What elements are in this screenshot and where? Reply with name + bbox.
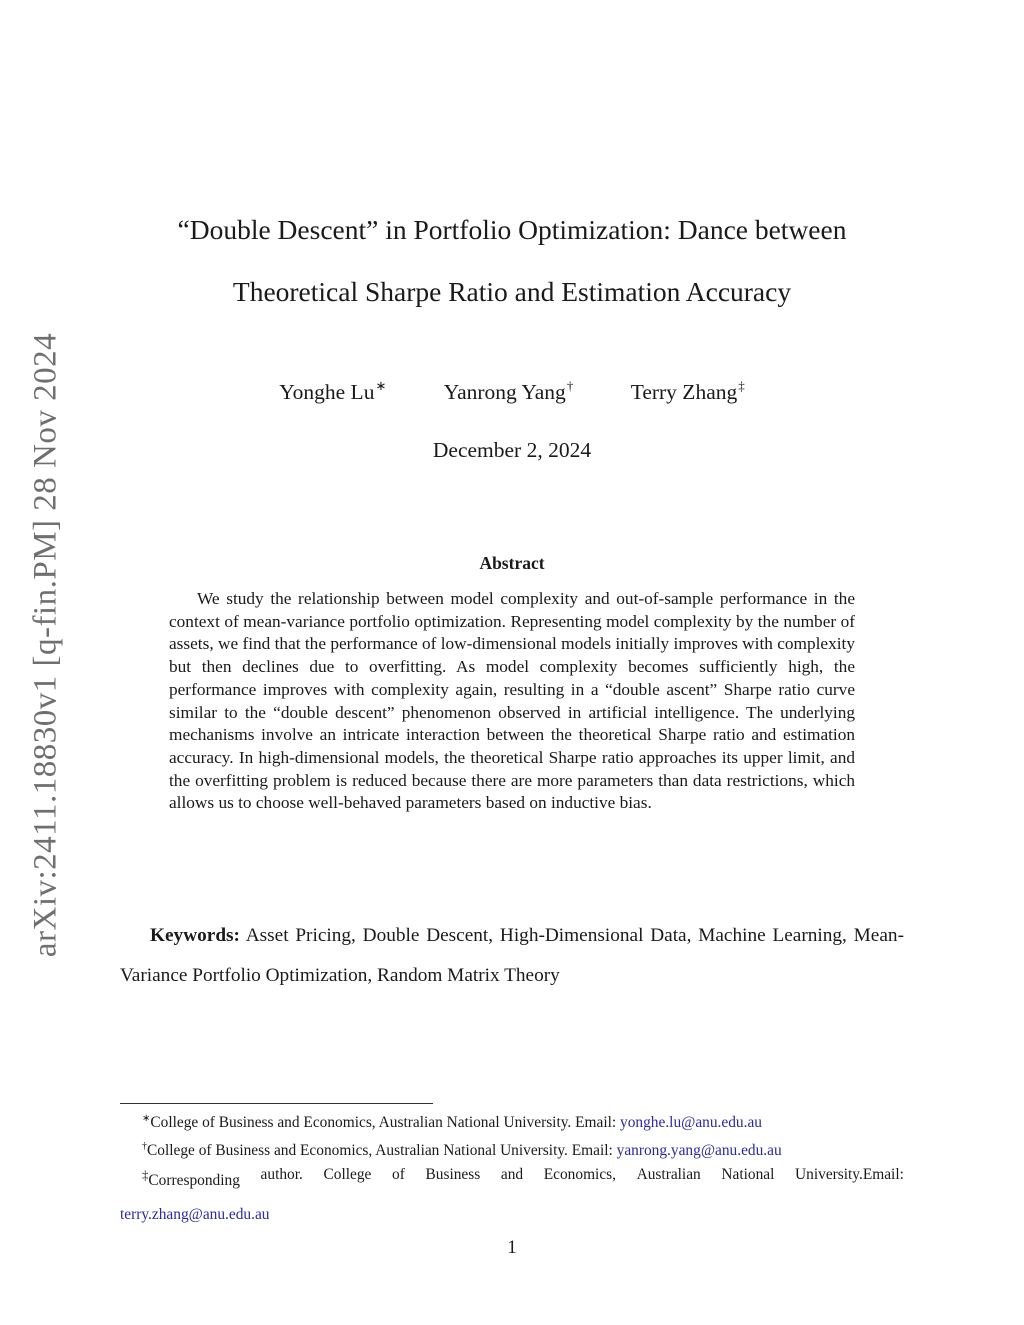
author-3-mark: ‡ <box>738 378 745 393</box>
author-2-name: Yanrong Yang <box>443 380 566 404</box>
footnote-2-text: College of Business and Economics, Australian National University. Email: <box>147 1142 617 1159</box>
author-3-name: Terry Zhang <box>630 380 738 404</box>
abstract-heading: Abstract <box>479 553 545 573</box>
author-1-name: Yonghe Lu <box>279 380 375 404</box>
footnote-3 <box>120 1163 904 1193</box>
footnote-3-word-7: Economics, <box>543 1166 616 1183</box>
footnote-divider <box>120 1103 433 1104</box>
arxiv-identifier-stamp: arXiv:2411.18830v1 [q-fin.PM] 28 Nov 2024 <box>27 332 64 958</box>
abstract-body: We study the relationship between model complexity and out-of-sample performance in the context of mean-variance portfolio optimization. Representing model complexity by the number of assets, we find that the performance of low-dimensional models initially improves with complexity but then declines due to overfitting. As model complexity becomes sufficiently high, the performance improves with complexity again, resulting in a “double ascent” Sharpe ratio curve similar to the “double descent” phenomenon observed in artificial intelligence. The underlying mechanisms involve an intricate interaction between the theoretical Sharpe ratio and estimation accuracy. In high-dimensional models, the theoretical Sharpe ratio approaches its upper limit, and the overfitting problem is reduced because there are more parameters than data restrictions, which allows us to choose well-behaved parameters based on inductive bias. <box>169 589 855 813</box>
author-2 <box>444 378 574 405</box>
author-1 <box>279 378 386 405</box>
footnote-1-text: College of Business and Economics, Australian National University. Email: <box>150 1114 621 1131</box>
footnote-3-word-3: College <box>323 1166 372 1183</box>
footnote-3-word-5: Business <box>425 1166 481 1183</box>
footnote-2 <box>120 1135 904 1163</box>
footnote-3-word-10: University.Email: <box>795 1166 904 1183</box>
footnote-3-word-9: National <box>721 1166 775 1183</box>
author-list <box>0 378 1024 405</box>
footnote-3-word-8: Australian <box>636 1166 701 1183</box>
paper-title-line-1: “Double Descent” in Portfolio Optimization: Dance between <box>177 214 847 245</box>
footnote-3-mark: ‡ <box>142 1168 149 1182</box>
footnote-2-email-link[interactable]: yanrong.yang@anu.edu.au <box>616 1142 782 1159</box>
footnote-3-word-1: ‡Corresponding <box>142 1168 240 1190</box>
paper-title-line-2: Theoretical Sharpe Ratio and Estimation Accuracy <box>232 276 792 307</box>
footnote-1-email-link[interactable]: yonghe.lu@anu.edu.au <box>620 1114 762 1131</box>
footnotes <box>120 1107 904 1227</box>
footnote-3-word-2: author. <box>260 1166 303 1183</box>
footnote-3-continuation <box>120 1203 904 1227</box>
author-1-mark: ∗ <box>375 378 387 393</box>
footnote-1 <box>120 1107 904 1135</box>
footnote-2-mark: † <box>142 1141 147 1152</box>
footnote-3-email-link[interactable]: terry.zhang@anu.edu.au <box>120 1206 270 1224</box>
footnote-3-word-4: of <box>392 1166 405 1183</box>
author-3 <box>631 378 745 405</box>
keywords-text: Asset Pricing, Double Descent, High-Dimensional Data, Machine Learning, Mean-Variance Portfolio Optimization, Random Matrix Theory <box>120 925 904 986</box>
author-2-mark: † <box>566 378 574 393</box>
keywords-paragraph <box>120 916 904 996</box>
keywords-label: Keywords: <box>150 925 240 946</box>
page-number: 1 <box>507 1237 517 1258</box>
footnote-1-mark: ∗ <box>142 1113 151 1124</box>
footnote-3-word-6: and <box>500 1166 524 1183</box>
paper-date: December 2, 2024 <box>432 438 592 462</box>
